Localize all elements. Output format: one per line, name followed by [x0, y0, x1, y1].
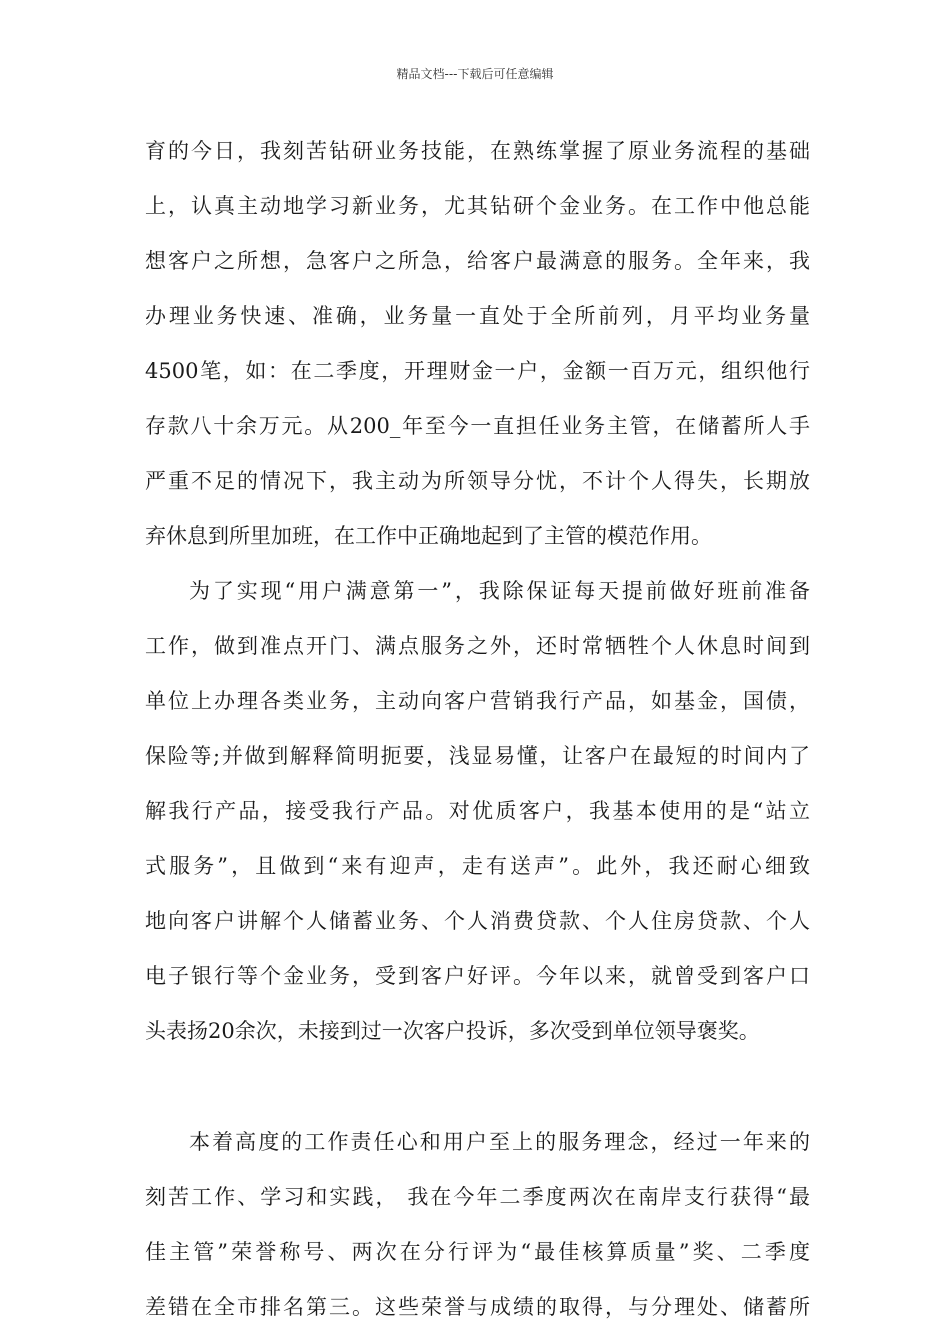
paragraph-line: 工作，做到准点开门、满点服务之外，还时常牺牲个人休息时间到	[145, 634, 810, 658]
paragraph-line: 上，认真主动地学习新业务，尤其钻研个金业务。在工作中他总能	[145, 194, 810, 218]
document-body	[145, 124, 810, 1335]
paragraph-line: 保险等;并做到解释简明扼要，浅显易懂，让客户在最短的时间内了	[145, 744, 810, 768]
paragraph-3	[145, 1115, 810, 1335]
paragraph-line: 刻苦工作、学习和实践， 我在今年二季度两次在南岸支行获得“最	[145, 1185, 810, 1209]
paragraph-line: 解我行产品，接受我行产品。对优质客户，我基本使用的是“站立	[145, 799, 810, 823]
paragraph-line: 头表扬20余次，未接到过一次客户投诉，多次受到单位领导褒奖。	[145, 1019, 760, 1043]
paragraph-line: 育的今日，我刻苦钻研业务技能，在熟练掌握了原业务流程的基础	[145, 139, 810, 163]
paragraph-2	[145, 564, 810, 1059]
paragraph-line: 严重不足的情况下，我主动为所领导分忧，不计个人得失，长期放	[145, 469, 810, 493]
paragraph-1	[145, 124, 810, 564]
paragraph-line: 办理业务快速、准确，业务量一直处于全所前列，月平均业务量	[145, 304, 810, 328]
paragraph-line: 地向客户讲解个人储蓄业务、个人消费贷款、个人住房贷款、个人	[145, 909, 810, 933]
paragraph-line: 想客户之所想，急客户之所急，给客户最满意的服务。全年来，我	[145, 249, 810, 273]
paragraph-line: 佳主管”荣誉称号、两次在分行评为“最佳核算质量”奖、二季度	[145, 1240, 810, 1264]
paragraph-line: 4500笔，如：在二季度，开理财金一户，金额一百万元，组织他行	[145, 359, 810, 383]
paragraph-spacer	[145, 1059, 810, 1115]
paragraph-line: 存款八十余万元。从200_年至今一直担任业务主管，在储蓄所人手	[145, 414, 810, 438]
paragraph-line: 单位上办理各类业务，主动向客户营销我行产品，如基金，国债，	[145, 689, 810, 713]
paragraph-line: 式服务”，且做到“来有迎声，走有送声”。此外，我还耐心细致	[145, 854, 810, 878]
paragraph-line: 差错在全市排名第三。这些荣誉与成绩的取得，与分理处、储蓄所	[145, 1295, 810, 1319]
paragraph-line: 电子银行等个金业务，受到客户好评。今年以来，就曾受到客户口	[145, 964, 810, 988]
paragraph-line: 弃休息到所里加班，在工作中正确地起到了主管的模范作用。	[145, 524, 712, 548]
paragraph-line: 为了实现“用户满意第一”，我除保证每天提前做好班前准备	[189, 579, 810, 603]
paragraph-line: 本着高度的工作责任心和用户至上的服务理念，经过一年来的	[189, 1130, 810, 1154]
page-header: 精品文档---下载后可任意编辑	[396, 67, 554, 81]
